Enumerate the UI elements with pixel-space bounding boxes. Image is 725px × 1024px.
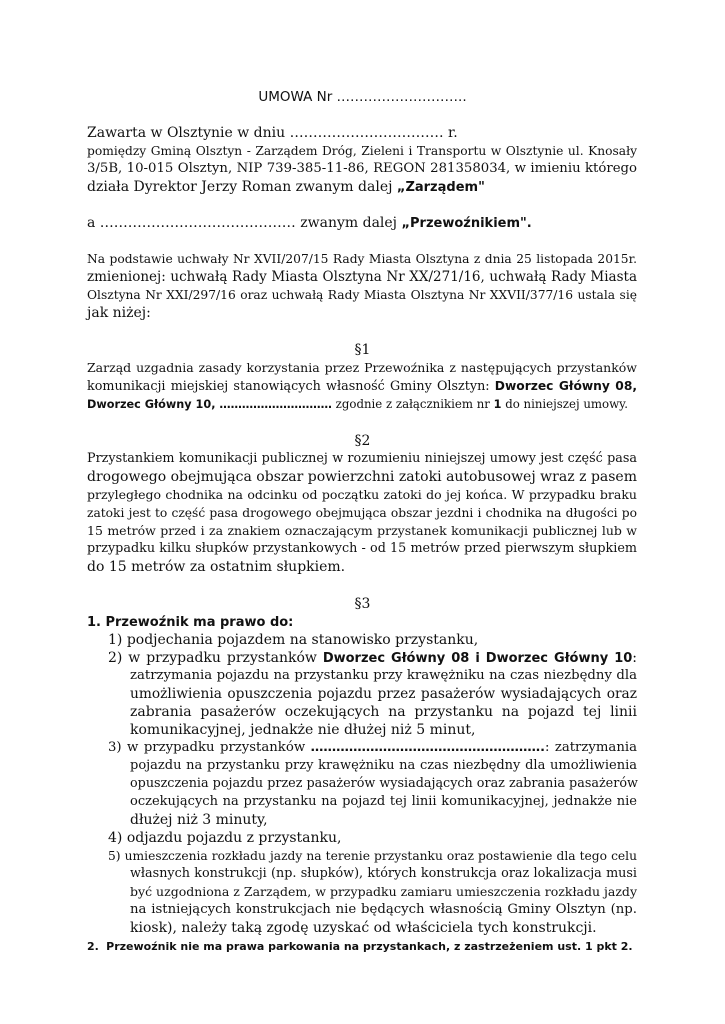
item-3-text-end: : zatrzymania <box>544 740 637 755</box>
s2-line: drogowego obejmująca obszar powierzchni zatoki autobusowej wraz z pasem <box>87 469 637 485</box>
parties-text: działa Dyrektor Jerzy Roman zwanym dalej <box>87 179 397 195</box>
s1-line-1: Zarząd uzgadnia zasady korzystania przez Przewoźnika z następujących przystanków <box>87 360 637 375</box>
item-3-line: opuszczenia pojazdu przez pasażerów wysiadających oraz zabrania pasażerów <box>130 776 638 791</box>
basis-line-4: jak niżej: <box>87 305 151 321</box>
item-2-line: zatrzymania pojazdu na przystanku przy krawężniku na czas niezbędny dla <box>130 668 637 683</box>
board-term: „Zarządem" <box>396 180 485 195</box>
item-4: 4) odjazdu pojazdu z przystanku, <box>108 830 342 846</box>
s3-point-2 <box>87 937 637 956</box>
point-1-label: Przewoźnik ma prawo do: <box>105 615 294 630</box>
item-2-stops: Dworzec Główny 08 i Dworzec Główny 10 <box>322 651 633 666</box>
item-2-line: zabrania pasażerów oczekujących na przystanku na pojazd tej linii <box>130 704 637 720</box>
s2-line: przypadku kilku słupków przystankowych - od 15 metrów przed pierwszym słupkiem <box>87 541 637 556</box>
item-5-line: kiosk), należy taką zgodę uzyskać od właściciela tych konstrukcji. <box>130 920 597 936</box>
item-5-line: własnych konstrukcji (np. słupków), których konstrukcja oraz lokalizacja musi <box>130 866 637 881</box>
carrier-line <box>87 214 637 233</box>
carrier-term: „Przewoźnikiem". <box>401 216 532 231</box>
s1-line-2-text: komunikacji miejskiej stanowiących własność Gminy Olsztyn: <box>87 379 495 394</box>
item-2-colon: : <box>632 650 638 666</box>
carrier-text: a …………………………………… zwanym dalej <box>87 215 402 231</box>
s2-line: zatoki jest to część pasa drogowego obejmująca obszar jezdni i chodnika na długości po <box>87 506 637 520</box>
section-3-heading: §3 <box>354 596 371 612</box>
item-5-line: być uzgodniona z Zarządem, w przypadku zamiaru umieszczenia rozkładu jazdy <box>130 884 637 899</box>
item-2-line: komunikacyjnej, jednakże nie dłużej niż 5 minut, <box>130 722 476 738</box>
item-2-head <box>108 649 637 668</box>
stop-name-10: Dworzec Główny 10, ………………………… <box>87 398 332 411</box>
item-3-line: oczekujących na przystanku na pojazd tej linii komunikacyjnej, jednakże nie <box>130 794 637 809</box>
item-5-head: 5) umieszczenia rozkładu jazdy na terenie przystanku oraz postawienie dla tego celu <box>108 849 637 863</box>
basis-line-3: Olsztyna Nr XXI/297/16 oraz uchwałą Rady Miasta Olsztyna Nr XXVII/377/16 ustala się <box>87 288 637 302</box>
s2-line: Przystankiem komunikacji publicznej w rozumieniu niniejszej umowy jest część pasa <box>87 451 637 466</box>
point-1-number: 1. <box>87 615 101 630</box>
item-5-line: na istniejących konstrukcjach nie będących własnością Gminy Olsztyn (np. <box>130 902 637 917</box>
s1-line-3 <box>87 395 637 414</box>
s1-line-2 <box>87 377 637 396</box>
section-1-heading: §1 <box>354 342 371 358</box>
s1-line-3-text: zgodnie z załącznikiem nr <box>331 397 494 411</box>
point-2-label: Przewoźnik nie ma prawa parkowania na przystankach, z zastrzeżeniem ust. 1 pkt 2. <box>106 940 633 953</box>
contract-title: UMOWA Nr ……………………….. <box>258 89 467 105</box>
item-2-text: 2) w przypadku przystanków <box>108 650 323 666</box>
parties-line-1: pomiędzy Gminą Olsztyn - Zarządem Dróg, Zieleni i Transportu w Olsztynie ul. Knosały <box>87 144 637 158</box>
attachment-number: 1 <box>493 398 502 411</box>
s2-line: do 15 metrów za ostatnim słupkiem. <box>87 559 346 575</box>
item-1: 1) podjechania pojazdem na stanowisko przystanku, <box>108 632 479 648</box>
item-3-head <box>108 739 637 757</box>
item-3-placeholder: ………………………………………………. <box>310 740 545 755</box>
s1-line-3-end: do niniejszej umowy. <box>501 397 628 411</box>
item-3-text: 3) w przypadku przystanków <box>108 740 311 755</box>
s2-line: 15 metrów przed i za znakiem oznaczającym przystanek komunikacji publicznej lub w <box>87 523 637 538</box>
basis-line-1: Na podstawie uchwały Nr XVII/207/15 Rady Miasta Olsztyna z dnia 25 listopada 2015r. <box>87 252 637 266</box>
stop-name-08: Dworzec Główny 08, <box>494 379 637 393</box>
date-line: Zawarta w Olsztynie w dniu …………………………… r. <box>87 125 458 141</box>
item-3-line: dłużej niż 3 minuty, <box>130 812 268 828</box>
point-2-number: 2. <box>87 940 99 953</box>
s3-point-1 <box>87 613 637 632</box>
item-2-line: umożliwienia opuszczenia pojazdu przez pasażerów wysiadających oraz <box>130 686 637 702</box>
section-2-heading: §2 <box>354 433 371 449</box>
s2-line: przyległego chodnika na odcinku od początku zatoki do jej końca. W przypadku braku <box>87 487 637 502</box>
parties-line-2: 3/5B, 10-015 Olsztyn, NIP 739-385-11-86, REGON 281358034, w imieniu którego <box>87 161 637 176</box>
parties-line-3 <box>87 178 637 197</box>
item-3-line: pojazdu na przystanku przy krawężniku na czas niezbędny dla umożliwienia <box>130 758 637 773</box>
basis-line-2: zmienionej: uchwałą Rady Miasta Olsztyna Nr XX/271/16, uchwałą Rady Miasta <box>87 269 637 285</box>
